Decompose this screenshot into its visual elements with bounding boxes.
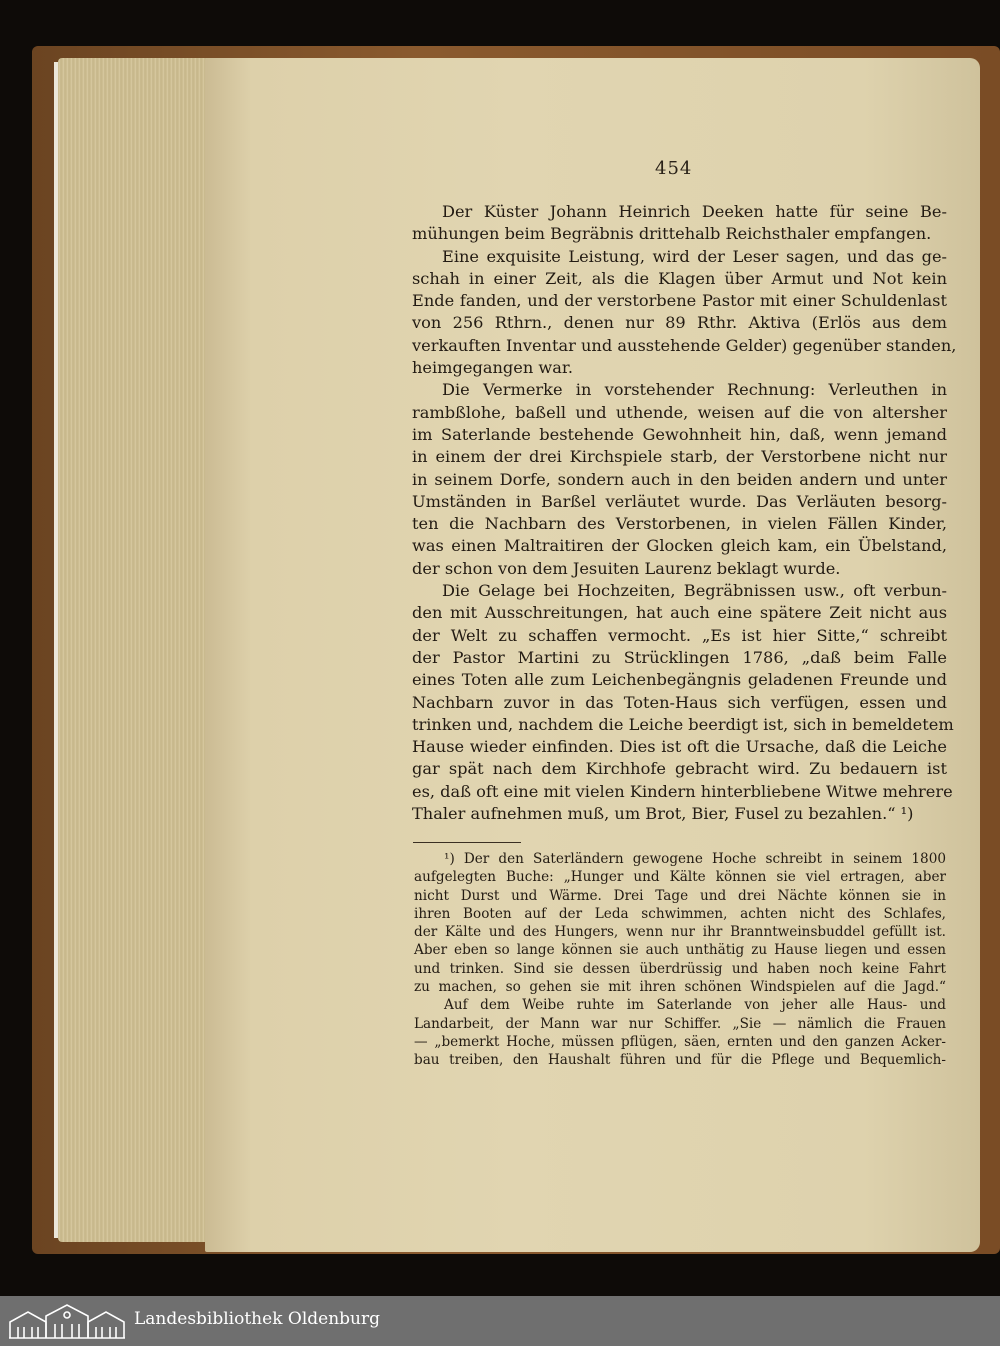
text-line: trinken und, nachdem die Leiche beerdigt ist, sich in bemeldetem bbox=[412, 714, 954, 734]
text-line: von 256 Rthrn., denen nur 89 Rthr. Aktiva (Erlös aus dem bbox=[412, 313, 947, 333]
footnote-line: nicht Durst und Wärme. Drei Tage und drei Nächte können sie in bbox=[414, 887, 946, 904]
footnote-line: und trinken. Sind sie dessen überdrüssig und haben noch keine Fahrt bbox=[414, 960, 946, 977]
text-line: in einem der drei Kirchspiele starb, der Verstorbene nicht nur bbox=[412, 447, 947, 467]
text-line: Thaler aufnehmen muß, um Brot, Bier, Fusel zu bezahlen.“ ¹) bbox=[412, 804, 914, 824]
text-line: Ende fanden, und der verstorbene Pastor mit einer Schuldenlast bbox=[412, 291, 947, 311]
library-footer-bar bbox=[0, 1296, 1000, 1346]
text-line: mühungen beim Begräbnis drittehalb Reichsthaler empfangen. bbox=[412, 224, 932, 244]
footnote-line: aufgelegten Buche: „Hunger und Kälte können sie viel ertragen, aber bbox=[414, 869, 946, 886]
text-line: Der Küster Johann Heinrich Deeken hatte für seine Be- bbox=[442, 202, 947, 221]
text-line: verkauften Inventar und ausstehende Gelder) gegenüber standen, bbox=[412, 335, 957, 355]
footnote-line: ¹) Der den Saterländern gewogene Hoche schreibt in seinem 1800 bbox=[444, 851, 946, 867]
text-line: heimgegangen war. bbox=[412, 358, 574, 378]
text-line: Eine exquisite Leistung, wird der Leser sagen, und das ge- bbox=[442, 246, 947, 266]
footnote-line: zu machen, so gehen sie mit ihren schönen Windspielen auf die Jagd.“ bbox=[414, 979, 946, 996]
text-line: Nachbarn zuvor in das Toten-Haus sich verfügen, essen und bbox=[412, 692, 947, 712]
text-line: Hause wieder einfinden. Dies ist oft die Ursache, daß die Leiche bbox=[412, 737, 947, 757]
text-line: schah in einer Zeit, als die Klagen über Armut und Not kein bbox=[412, 268, 947, 288]
text-line: Die Gelage bei Hochzeiten, Begräbnissen usw., oft verbun- bbox=[442, 581, 947, 601]
text-line: den mit Ausschreitungen, hat auch eine spätere Zeit nicht aus bbox=[412, 603, 947, 623]
text-line: gar spät nach dem Kirchhofe gebracht wird. Zu bedauern ist bbox=[412, 759, 947, 779]
footnote-divider bbox=[413, 842, 521, 843]
page-number: 454 bbox=[655, 158, 693, 179]
text-line: eines Toten alle zum Leichenbegängnis geladenen Freunde und bbox=[412, 670, 947, 690]
footnote-line: der Kälte und des Hungers, wenn nur ihr Branntweinsbuddel gefüllt ist. bbox=[414, 924, 946, 941]
text-line: der Pastor Martini zu Strücklingen 1786, „daß beim Falle bbox=[412, 647, 947, 667]
main-text-block bbox=[412, 201, 957, 825]
text-line: in seinem Dorfe, sondern auch in den beiden andern und unter bbox=[412, 469, 947, 489]
text-line: im Saterlande bestehende Gewohnheit hin, daß, wenn jemand bbox=[412, 424, 947, 444]
text-line: ten die Nachbarn des Verstorbenen, in vielen Fällen Kinder, bbox=[412, 514, 947, 534]
text-line: rambßlohe, baßell und uthende, weisen auf die von altersher bbox=[412, 402, 947, 422]
text-line: es, daß oft eine mit vielen Kindern hinterbliebene Witwe mehrere bbox=[412, 781, 953, 801]
text-line: Die Vermerke in vorstehender Rechnung: Verleuthen in bbox=[442, 380, 947, 400]
library-name: Landesbibliothek Oldenburg bbox=[134, 1309, 381, 1329]
footnote-line: ihren Booten auf der Leda schwimmen, achten nicht des Schlafes, bbox=[414, 905, 946, 922]
footnote-line: — „bemerkt Hoche, müssen pflügen, säen, ernten und den ganzen Acker- bbox=[414, 1033, 946, 1050]
text-line: was einen Maltraitiren der Glocken gleich kam, ein Übelstand, bbox=[412, 536, 947, 556]
footnote-block bbox=[414, 850, 946, 1070]
footnote-line: Landarbeit, der Mann war nur Schiffer. „Sie — nämlich die Frauen bbox=[414, 1015, 946, 1032]
footnote-line: Auf dem Weibe ruhte im Saterlande von jeher alle Haus- und bbox=[444, 997, 946, 1014]
text-line: Umständen in Barßel verläutet wurde. Das Verläuten besorg- bbox=[412, 491, 947, 511]
library-building-icon bbox=[8, 1302, 126, 1340]
footnote-line: bau treiben, den Haushalt führen und für die Pflege und Bequemlich- bbox=[414, 1052, 946, 1069]
page-stack-edges bbox=[58, 58, 218, 1242]
text-line: der Welt zu schaffen vermocht. „Es ist hier Sitte,“ schreibt bbox=[412, 625, 947, 645]
footnote-line: Aber eben so lange können sie auch unthätig zu Hause liegen und essen bbox=[414, 942, 946, 959]
text-line: der schon von dem Jesuiten Laurenz beklagt wurde. bbox=[412, 558, 841, 578]
